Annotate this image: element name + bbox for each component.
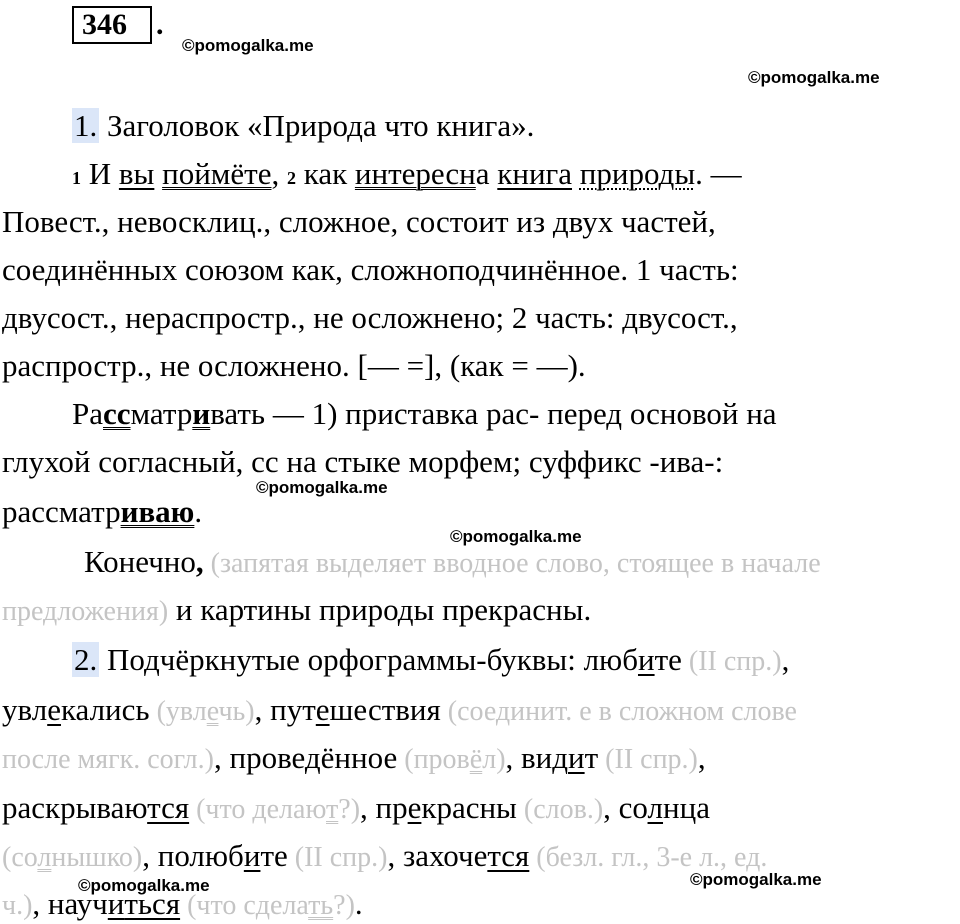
note: (соединит. е в сложном слове bbox=[440, 696, 797, 727]
part2-line-5 bbox=[2, 838, 767, 876]
note: (запятая выделяет вводное слово, стоящее в начале bbox=[203, 548, 821, 579]
note: (II спр.) bbox=[287, 842, 388, 873]
konechno-line bbox=[84, 544, 821, 582]
explanation: — 1) приставка рас- перед основой на bbox=[265, 396, 777, 431]
part2-text: Подчёркнутые орфограммы-буквы: люб bbox=[99, 642, 638, 677]
part1-heading bbox=[72, 108, 534, 144]
word: . — bbox=[695, 156, 742, 191]
word-part: ённое bbox=[320, 740, 398, 775]
word-part: вать bbox=[210, 396, 266, 431]
note: ч.) bbox=[2, 890, 33, 921]
orthogram: л bbox=[647, 790, 664, 825]
note: (что сдела bbox=[180, 890, 309, 921]
object-word: природы bbox=[579, 156, 696, 191]
orthogram: тся bbox=[147, 790, 190, 825]
part2-line-4 bbox=[2, 790, 710, 828]
word-part: нца bbox=[663, 790, 710, 825]
suffix: иваю bbox=[120, 494, 195, 529]
orthogram: е bbox=[407, 790, 422, 825]
predicate-word: интересн bbox=[354, 156, 476, 191]
word-part: Ра bbox=[72, 396, 103, 431]
subject-word: вы bbox=[118, 156, 155, 191]
word-part: , захоче bbox=[387, 838, 488, 873]
orthogram: и bbox=[568, 740, 585, 775]
watermark: ©pomogalka.me bbox=[182, 36, 314, 55]
watermark: ©pomogalka.me bbox=[450, 527, 582, 546]
watermark: ©pomogalka.me bbox=[256, 478, 388, 497]
note: (со bbox=[2, 842, 38, 873]
orthogram: сс bbox=[103, 396, 131, 431]
word-analysis-line bbox=[2, 494, 202, 530]
orthogram: и bbox=[243, 838, 261, 873]
konechno-line-2 bbox=[2, 592, 591, 630]
watermark: ©pomogalka.me bbox=[78, 876, 210, 895]
word-part: , прове bbox=[213, 740, 305, 775]
comma: , bbox=[781, 642, 790, 677]
part2-line-2 bbox=[2, 692, 797, 730]
note-orthogram: е bbox=[206, 696, 219, 727]
word-part: , со bbox=[603, 790, 648, 825]
orthogram: и bbox=[192, 396, 211, 431]
word-part: красны bbox=[421, 790, 517, 825]
word-part: те bbox=[654, 642, 682, 677]
analysis-line: Повест., невосклиц., сложное, состоит из двух частей, bbox=[2, 204, 716, 239]
note: ?) bbox=[333, 890, 355, 921]
word-part: раскрываю bbox=[2, 790, 148, 825]
sentence-text: и картины природы прекрасны. bbox=[168, 592, 592, 627]
word-part: увл bbox=[2, 692, 48, 727]
orthogram: е bbox=[315, 692, 330, 727]
subject-word: книга bbox=[497, 156, 573, 191]
note: после мягк. согл.) bbox=[2, 744, 214, 775]
word-part: , полюб bbox=[142, 838, 244, 873]
word-part: . bbox=[194, 494, 203, 529]
word-part: , пр bbox=[360, 790, 408, 825]
note: (пров bbox=[397, 744, 470, 775]
analyzed-sentence bbox=[72, 156, 742, 196]
word-part: т bbox=[584, 740, 599, 775]
word-part: , науч bbox=[32, 886, 108, 921]
note: нышко) bbox=[51, 842, 143, 873]
note: ?) bbox=[338, 794, 361, 825]
introductory-word: Конечно bbox=[84, 544, 196, 579]
orthogram: д bbox=[304, 740, 321, 775]
word-part: шествия bbox=[329, 692, 441, 727]
period: . bbox=[354, 886, 363, 921]
note-orthogram: л bbox=[37, 842, 52, 873]
note: предложения) bbox=[2, 596, 169, 627]
comma: , bbox=[697, 740, 706, 775]
note-orthogram: т bbox=[326, 794, 339, 825]
part2-line-3 bbox=[2, 740, 706, 778]
word: как bbox=[303, 156, 348, 191]
word: И bbox=[88, 156, 112, 191]
note: (II спр.) bbox=[598, 744, 698, 775]
part2-line-6 bbox=[2, 886, 363, 924]
word-part: , вид bbox=[505, 740, 569, 775]
watermark: ©pomogalka.me bbox=[690, 870, 822, 889]
exercise-number: 346 bbox=[72, 6, 152, 44]
part-marker: 1 bbox=[72, 168, 81, 188]
comma: , bbox=[271, 156, 280, 191]
orthogram: и bbox=[107, 886, 125, 921]
note: чь) bbox=[218, 696, 255, 727]
analysis-line: двусост., нераспростр., не осложнено; 2 часть: двусост., bbox=[2, 300, 738, 335]
word-part: матр bbox=[130, 396, 193, 431]
predicate-word: поймёте bbox=[162, 156, 272, 191]
word-part: , пут bbox=[254, 692, 316, 727]
note-orthogram: ё bbox=[469, 744, 483, 775]
part1-number: 1. bbox=[74, 108, 98, 143]
note: (что делаю bbox=[189, 794, 327, 825]
comma: , bbox=[195, 544, 204, 579]
note: (II спр.) bbox=[681, 646, 782, 677]
analysis-line: соединённых союзом как, сложноподчинённое. 1 часть: bbox=[2, 252, 739, 287]
note: (слов.) bbox=[516, 794, 604, 825]
orthogram: и bbox=[637, 642, 655, 677]
word: а bbox=[475, 156, 490, 191]
analysis-line: распростр., не осложнено. [— =], (как = —). bbox=[2, 348, 586, 383]
word-analysis-line: глухой согласный, сс на стыке морфем; суффикс -ива-: bbox=[2, 444, 724, 479]
word-part: те bbox=[260, 838, 288, 873]
word-part: рассматр bbox=[2, 494, 121, 529]
part1-heading-text: Заголовок «Природа что книга». bbox=[107, 108, 535, 143]
watermark: ©pomogalka.me bbox=[748, 68, 880, 87]
word-analysis bbox=[72, 396, 777, 432]
orthogram: е bbox=[47, 692, 61, 727]
part2-number: 2. bbox=[74, 642, 98, 677]
note: (увл bbox=[149, 696, 207, 727]
note: (безл. гл., 3-е л., ед. bbox=[529, 842, 768, 873]
note-orthogram: ть bbox=[308, 890, 334, 921]
orthogram: тся bbox=[487, 838, 530, 873]
orthogram: ться bbox=[124, 886, 181, 921]
part-marker: 2 bbox=[286, 168, 296, 188]
note: л) bbox=[482, 744, 506, 775]
exercise-number-dot: . bbox=[156, 8, 164, 41]
part2-line-1 bbox=[72, 642, 789, 680]
word-part: кались bbox=[60, 692, 150, 727]
